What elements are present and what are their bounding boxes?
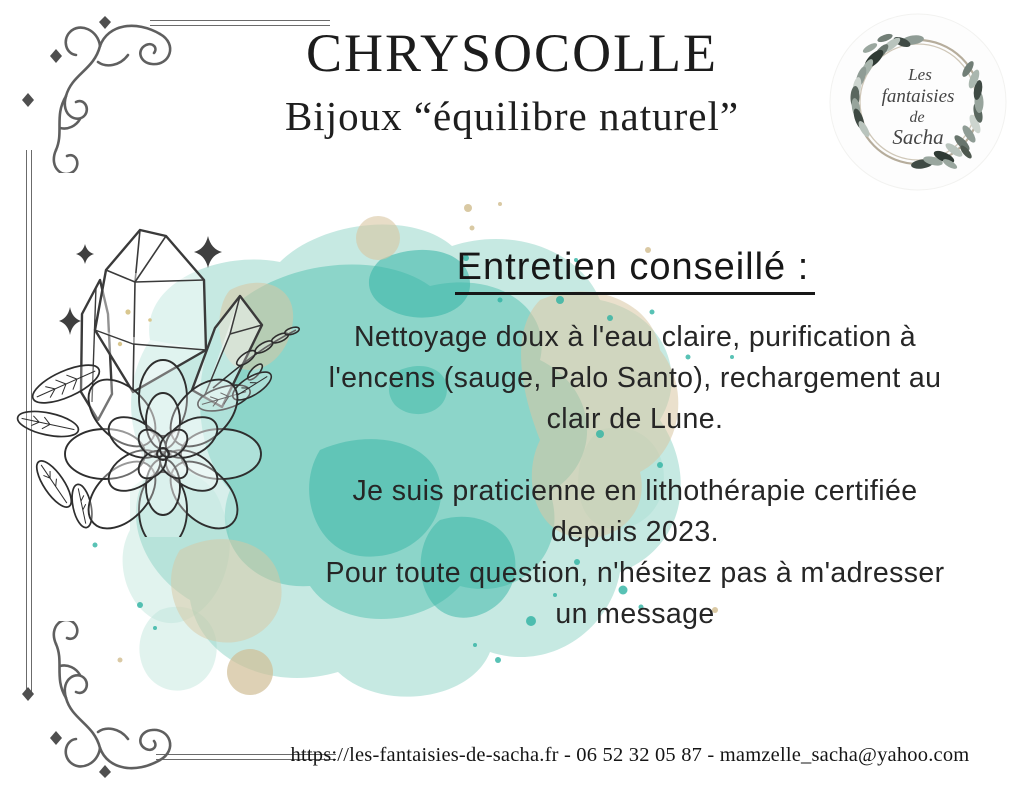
page-title: CHRYSOCOLLE [305,23,719,83]
care-heading-text: Entretien conseillé : [455,246,816,295]
svg-text:fantaisies: fantaisies [881,86,955,107]
care-heading [272,246,998,295]
care-paragraph-practitioner [262,471,1008,635]
care-line: Je suis praticienne en lithothérapie certifiée [352,475,918,507]
care-line: l'encens (sauge, Palo Santo), rechargement au [328,362,942,394]
care-line: clair de Lune. [546,403,724,435]
care-line: depuis 2023. [550,516,720,548]
care-paragraph-cleaning [262,317,1008,440]
brand-logo [828,12,1008,197]
svg-text:Les: Les [908,65,932,84]
page-subtitle: Bijoux “équilibre naturel” [284,93,740,139]
footer-contact: https://les-fantaisies-de-sacha.fr - 06 52 32 05 87 - mamzelle_sacha@yahoo.com [290,744,970,766]
care-line: un message [555,598,715,630]
corner-flourish-bottom-left [8,616,173,786]
care-line: Pour toute question, n'hésitez pas à m'adresser [325,557,945,589]
flower-icon [65,360,261,537]
flourish-icon [8,621,173,786]
wreath-icon [828,12,1008,192]
care-line: Nettoyage doux à l'eau claire, purification à [353,321,917,353]
svg-text:Sacha: Sacha [892,125,944,149]
svg-text:de: de [909,109,925,126]
